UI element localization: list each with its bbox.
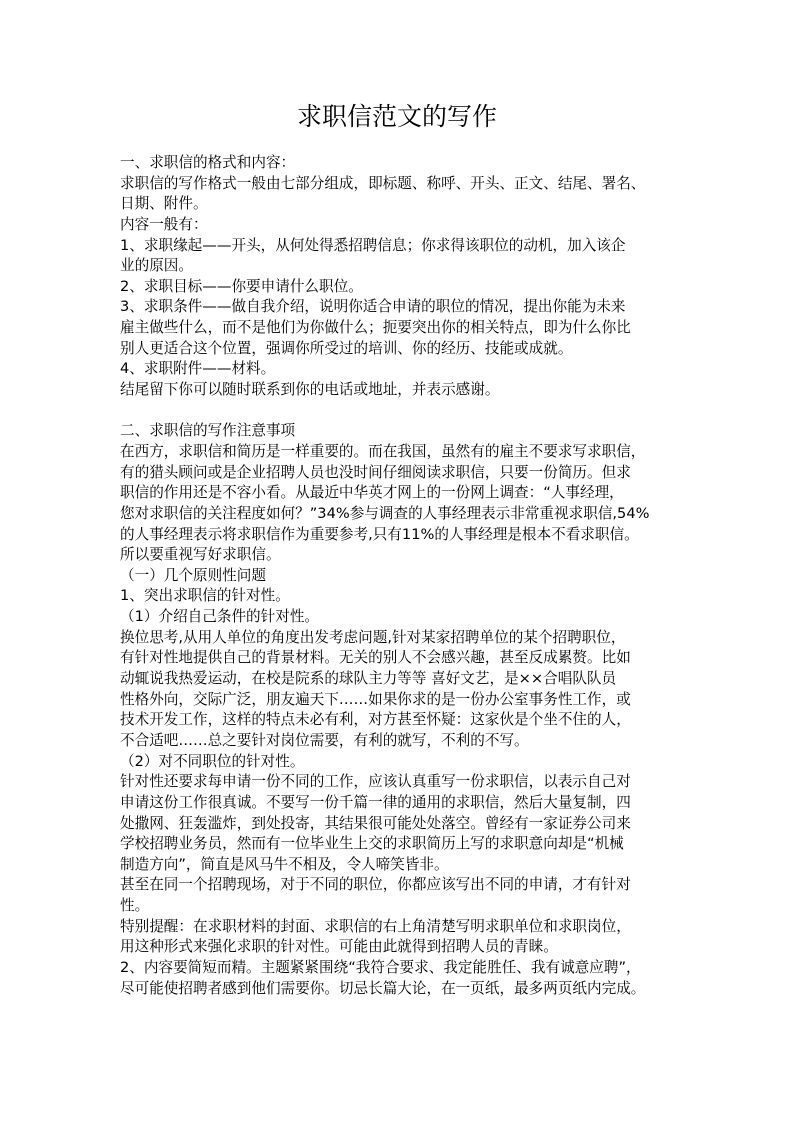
- text-line: 制造方向”，简直是风马牛不相及，令人啼笑皆非。: [120, 855, 449, 873]
- text-line: 用这种形式来强化求职的针对性。可能由此就得到招聘人员的青睐。: [120, 938, 558, 956]
- text-line: 有的猎头顾问或是企业招聘人员也没时间仔细阅读求职信，只要一份简历。但求: [120, 463, 631, 481]
- text-line: 学校招聘业务员，然而有一位毕业生上交的求职简历上写的求职意向却是“机械: [120, 835, 624, 853]
- text-line: 职信的作用还是不容小看。从最近中华英才网上的一份网上调查：“人事经理，: [120, 484, 624, 502]
- text-line: 的人事经理表示将求职信作为重要参考,只有11%的人事经理是根本不看求职信。: [120, 525, 639, 543]
- text-line: 1、突出求职信的针对性。: [120, 587, 290, 605]
- text-line: 业的原因。: [120, 257, 193, 275]
- text-line: 您对求职信的关注程度如何？”34%参与调查的人事经理表示非常重视求职信,54%: [120, 504, 650, 522]
- text-line: （1）介绍自己条件的针对性。: [120, 608, 320, 626]
- text-line: 内容一般有：: [120, 215, 208, 233]
- text-line: （一）几个原则性问题: [120, 566, 266, 584]
- text-line: 日期、附件。: [120, 195, 208, 213]
- text-line: 二、求职信的写作注意事项: [120, 422, 296, 440]
- text-line: 动辄说我热爱运动，在校是院系的球队主力等等 喜好文艺，是××合唱队队员: [120, 670, 617, 688]
- text-line: 所以要重视写好求职信。: [120, 546, 281, 564]
- text-line: 技术开发工作，这样的特点未必有利，对方甚至怀疑：这家伙是个坐不住的人，: [120, 711, 631, 729]
- text-line: 1、求职缘起——开头，从何处得悉招聘信息；你求得该职位的动机，加入该企: [120, 236, 626, 254]
- text-line: 尽可能使招聘者感到他们需要你。切忌长篇大论，在一页纸，最多两页纸内完成。: [120, 979, 646, 997]
- document-body: [120, 153, 680, 999]
- text-line: 特别提醒：在求职材料的封面、求职信的右上角清楚写明求职单位和求职岗位，: [120, 917, 631, 935]
- text-line: 雇主做些什么，而不是他们为你做什么；扼要突出你的相关特点，即为什么你比: [120, 319, 631, 337]
- text-line: （2）对不同职位的针对性。: [120, 752, 305, 770]
- text-line: 性格外向，交际广泛，朋友遍天下……如果你求的是一份办公室事务性工作，或: [120, 690, 631, 708]
- document-title: 求职信范文的写作: [296, 102, 497, 131]
- text-line: 别人更适合这个位置，强调你所受过的培训、你的经历、技能或成就。: [120, 339, 573, 357]
- blank-line: [120, 401, 680, 422]
- text-line: 4、求职附件——材料。: [120, 360, 276, 378]
- text-line: 在西方，求职信和简历是一样重要的。而在我国，虽然有的雇主不要求写求职信，: [120, 442, 646, 460]
- text-line: 不合适吧……总之要针对岗位需要，有利的就写，不利的不写。: [120, 731, 529, 749]
- text-line: 性。: [120, 897, 150, 915]
- text-line: 甚至在同一个招聘现场，对于不同的职位，你都应该写出不同的申请，才有针对: [120, 876, 631, 894]
- text-line: 结尾留下你可以随时联系到你的电话或地址，并表示感谢。: [120, 381, 500, 399]
- text-line: 有针对性地提供自己的背景材料。无关的别人不会感兴趣，甚至反成累赘。比如: [120, 649, 631, 667]
- text-line: 处撒网、狂轰滥炸，到处投寄，其结果很可能处处落空。曾经有一家证券公司来: [120, 814, 631, 832]
- text-line: 2、内容要简短而精。主题紧紧围绕“我符合要求、我定能胜任、我有诚意应聘”，: [120, 958, 641, 976]
- text-line: 申请这份工作很真诚。不要写一份千篇一律的通用的求职信，然后大量复制，四: [120, 793, 631, 811]
- text-line: 2、求职目标——你要申请什么职位。: [120, 277, 363, 295]
- text-line: 3、求职条件——做自我介绍，说明你适合申请的职位的情况，提出你能为未来: [120, 298, 626, 316]
- text-line: 求职信的写作格式一般由七部分组成，即标题、称呼、开头、正文、结尾、署名、: [120, 174, 646, 192]
- text-line: 针对性还要求每申请一份不同的工作，应该认真重写一份求职信，以表示自己对: [120, 773, 631, 791]
- text-line: 一、求职信的格式和内容：: [120, 154, 296, 171]
- text-line: 换位思考,从用人单位的角度出发考虑问题,针对某家招聘单位的某个招聘职位，: [120, 628, 626, 646]
